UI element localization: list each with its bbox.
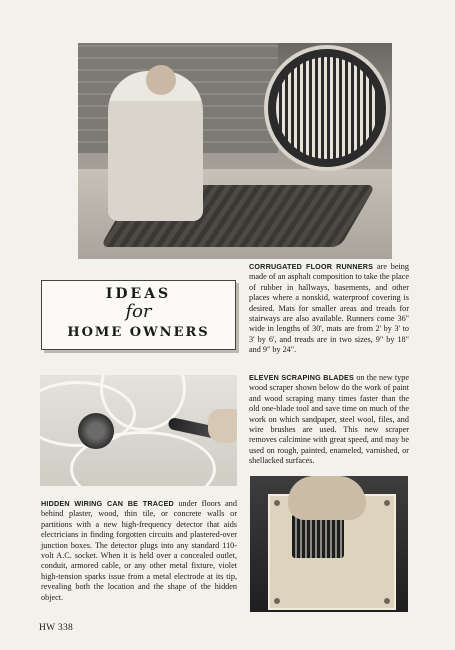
floor-runner-photo — [78, 43, 392, 259]
article-floor-runners — [249, 262, 409, 356]
scraper-blades — [292, 514, 344, 558]
hand — [208, 409, 237, 443]
section-title-box — [41, 280, 236, 350]
corrugated-runner-closeup — [268, 49, 386, 167]
junction-box — [78, 413, 114, 449]
title-ideas: IDEAS — [105, 286, 172, 302]
article-body: are being made of an asphalt composition to take the place of rubber in hallways, basements, and other places where a nonskid, waterproof covering is desired. Mats for smaller areas and treads for stairways are also available. Runners come 36" wide in lengths of 30', mats are from 2' by 3' to 3' by 6', and treads are in two sizes, 9" by 18" and 9" by 24". — [249, 262, 409, 355]
article-lead: ELEVEN SCRAPING BLADES — [249, 373, 355, 382]
wood-scraper-photo — [250, 476, 408, 612]
wiring-detector-photo — [40, 375, 237, 486]
hand — [288, 476, 366, 520]
workman-figure — [108, 71, 203, 221]
article-body: on the new type wood scraper shown below do the work of paint and wood scraping many times faster than the old one-blade tool and save time on much of the work on which sandpaper, steel wool, files, and wire brushes are used. This new scraper removes calcimine with great speed, and may be used on rough, painted, enameled, varnished, or shellacked surfaces. — [249, 373, 409, 466]
title-for: for — [125, 301, 152, 322]
page-number: HW 338 — [39, 623, 74, 633]
article-lead: CORRUGATED FLOOR RUNNERS — [249, 262, 374, 271]
article-hidden-wiring — [41, 499, 237, 603]
article-body: under floors and behind plaster, wood, thin tile, or concrete walls or partitions with a new high-frequency detector that aids electricians in finding forgotten circuits and plastered-over junction boxes. The detector plugs into any standard 110-volt A.C. socket. When it is held over a concealed outlet, conduit, armored cable, or any other metal fixture, violet high-tension sparks issue from a metal electrode at its tip, revealing both the location and the shape of the hidden object. — [41, 499, 237, 602]
article-scraping-blades — [249, 373, 409, 467]
title-home-owners: HOME OWNERS — [67, 325, 210, 340]
article-lead: HIDDEN WIRING CAN BE TRACED — [41, 499, 174, 508]
